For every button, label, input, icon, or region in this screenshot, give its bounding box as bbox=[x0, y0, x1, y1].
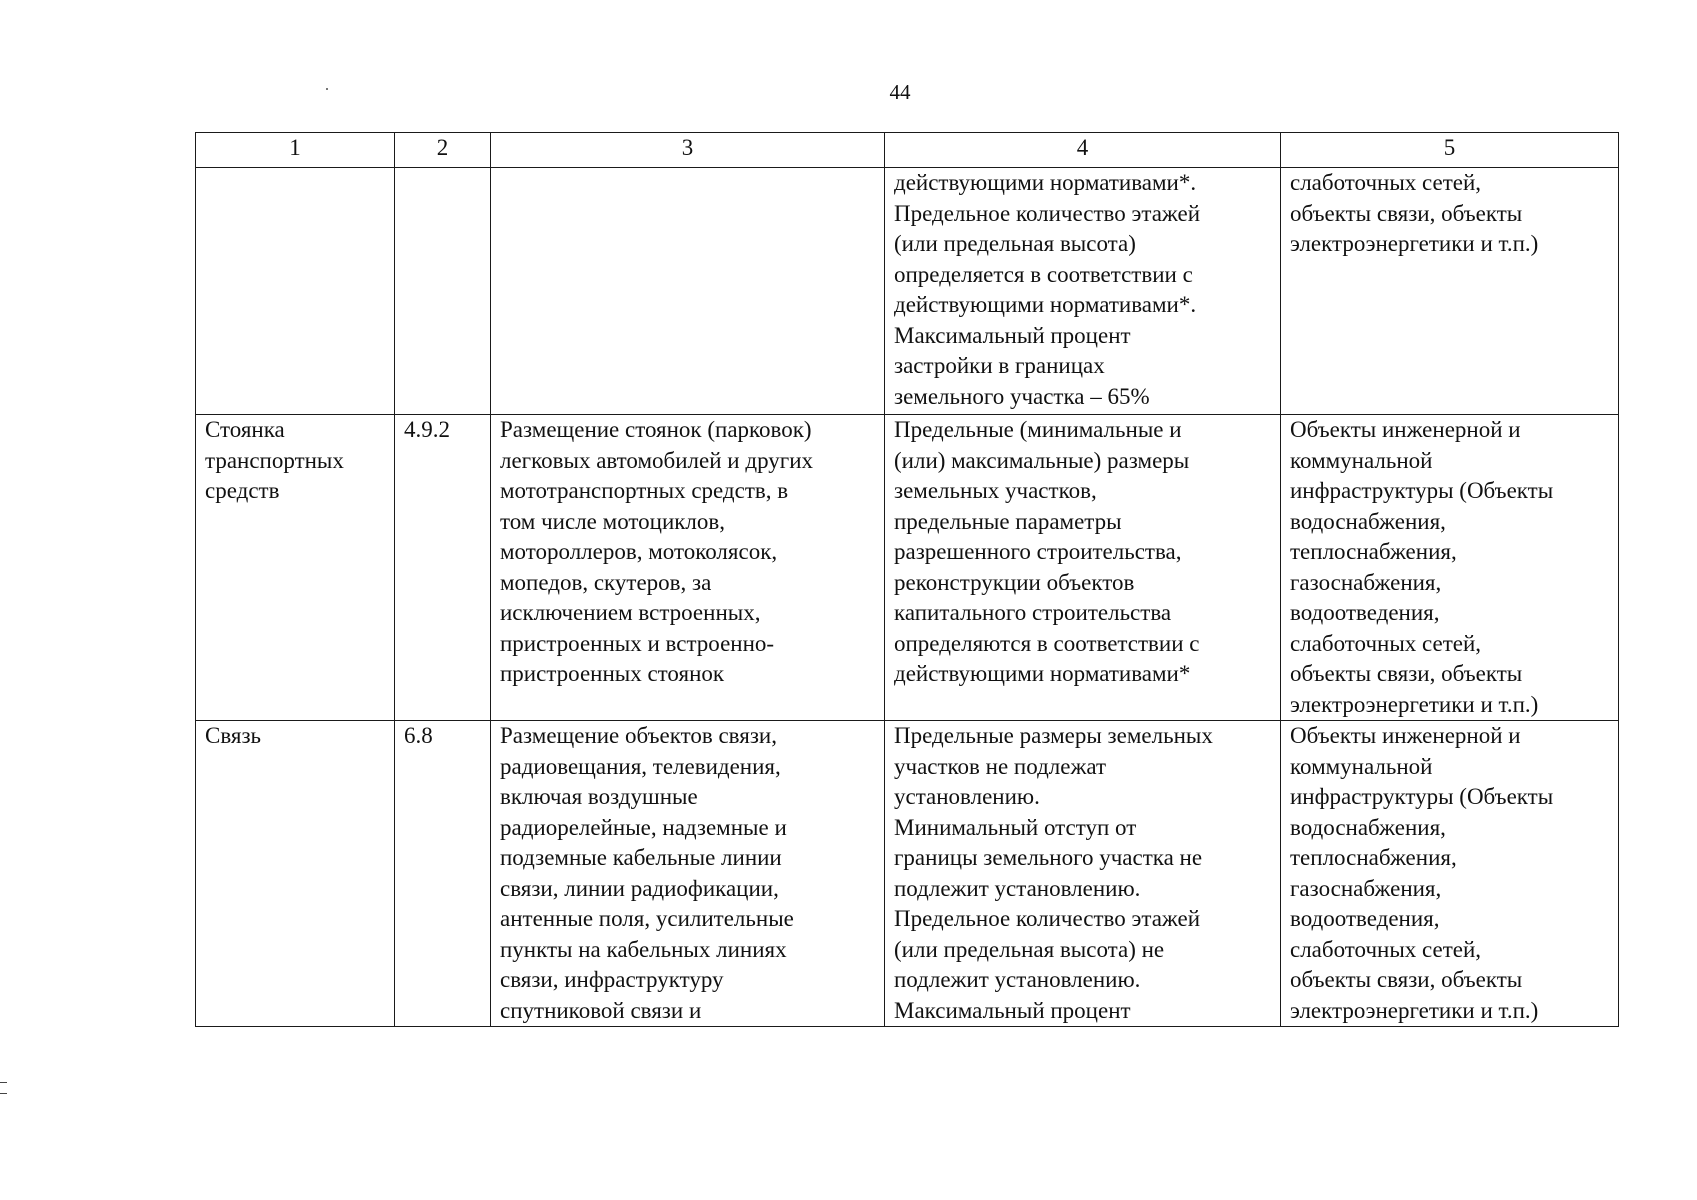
cell-text-line: слаботочных сетей, bbox=[1290, 630, 1482, 656]
cell-text-line: мотороллеров, мотоколясок, bbox=[500, 539, 778, 564]
cell-text-line: подлежит установлению. bbox=[894, 967, 1141, 992]
cell-text-line: электроэнергетики и т.п.) bbox=[1290, 691, 1539, 717]
cell-text-line: Объекты инженерной и bbox=[1290, 723, 1521, 748]
cell-text-line: установлению. bbox=[894, 784, 1040, 809]
cell-text-line: (или предельная высота) bbox=[894, 231, 1136, 256]
auxiliary-use-cell bbox=[1281, 721, 1619, 1027]
description-cell bbox=[491, 721, 885, 1027]
cell-text-line: (или предельная высота) не bbox=[894, 936, 1165, 962]
parameters-cell bbox=[885, 721, 1281, 1027]
cell-text-line: земельных участков, bbox=[894, 478, 1097, 503]
cell-text-line: Предельные (минимальные и bbox=[894, 417, 1182, 442]
cell-text-line: коммунальной bbox=[1290, 447, 1433, 473]
cell-text-line: инфраструктуры (Объекты bbox=[1290, 478, 1554, 503]
cell-text-line: теплоснабжения, bbox=[1290, 539, 1457, 564]
cell-text-line: подлежит установлению. bbox=[894, 875, 1141, 901]
cell-text-line: Предельные размеры земельных bbox=[894, 723, 1213, 748]
cell-text-line: слаботочных сетей, bbox=[1290, 936, 1482, 962]
cell-text-line: Максимальный процент bbox=[894, 997, 1131, 1023]
cell-text-line: определяются в соответствии с bbox=[894, 630, 1200, 656]
cell-text-line: слаботочных сетей, bbox=[1290, 170, 1482, 195]
cell-text-line: 4.9.2 bbox=[404, 417, 450, 442]
cell-text-line: исключением встроенных, bbox=[500, 600, 761, 625]
cell-text-line: объекты связи, объекты bbox=[1290, 200, 1523, 226]
cell-text-line: теплоснабжения, bbox=[1290, 845, 1457, 870]
cell-text-line: подземные кабельные линии bbox=[500, 845, 782, 870]
cell-text-line: радиорелейные, надземные и bbox=[500, 814, 787, 840]
cell-text-line: газоснабжения, bbox=[1290, 875, 1442, 901]
cell-text-line: (или) максимальные) размеры bbox=[894, 447, 1190, 473]
cell-text-line: Размещение объектов связи, bbox=[500, 723, 777, 748]
cell-text-line: мопедов, скутеров, за bbox=[500, 569, 712, 595]
cell-text-line: Стоянка bbox=[205, 417, 285, 442]
cell-text-line: определяется в соответствии с bbox=[894, 261, 1193, 287]
cell-text-line: 6.8 bbox=[404, 723, 433, 748]
auxiliary-use-cell bbox=[1281, 168, 1619, 415]
use-name-cell bbox=[196, 721, 395, 1027]
code-cell bbox=[395, 168, 491, 415]
cell-text-line: электроэнергетики и т.п.) bbox=[1290, 997, 1539, 1023]
cell-text-line: водоотведения, bbox=[1290, 906, 1440, 931]
header-col-5: 5 bbox=[1281, 133, 1619, 168]
cell-text-line: реконструкции объектов bbox=[894, 569, 1135, 595]
cell-text-line: границы земельного участка не bbox=[894, 845, 1203, 870]
cell-text-line: средств bbox=[205, 478, 280, 503]
header-col-4: 4 bbox=[885, 133, 1281, 168]
cell-text-line: разрешенного строительства, bbox=[894, 539, 1182, 564]
cell-text-line: действующими нормативами*. bbox=[894, 292, 1197, 317]
cell-text-line: водоотведения, bbox=[1290, 600, 1440, 625]
parameters-cell bbox=[885, 415, 1281, 721]
cell-text-line: действующими нормативами* bbox=[894, 661, 1191, 686]
use-name-cell bbox=[196, 168, 395, 415]
auxiliary-use-cell bbox=[1281, 415, 1619, 721]
table-row bbox=[196, 415, 1619, 721]
cell-text-line: объекты связи, объекты bbox=[1290, 661, 1523, 686]
cell-text-line: Связь bbox=[205, 723, 262, 748]
cell-text-line: Предельное количество этажей bbox=[894, 200, 1201, 226]
cell-text-line: пункты на кабельных линиях bbox=[500, 936, 787, 962]
scan-margin-mark bbox=[0, 1082, 7, 1094]
cell-text-line: газоснабжения, bbox=[1290, 569, 1442, 595]
header-col-3: 3 bbox=[491, 133, 885, 168]
cell-text-line: спутниковой связи и bbox=[500, 997, 702, 1023]
cell-text-line: транспортных bbox=[205, 447, 344, 473]
cell-text-line: земельного участка – 65% bbox=[894, 383, 1150, 409]
cell-text-line: Минимальный отступ от bbox=[894, 814, 1137, 840]
cell-text-line: радиовещания, телевидения, bbox=[500, 753, 781, 779]
cell-text-line: Размещение стоянок (парковок) bbox=[500, 417, 812, 442]
cell-text-line: пристроенных и встроенно- bbox=[500, 630, 775, 656]
cell-text-line: капитального строительства bbox=[894, 600, 1172, 625]
table-row bbox=[196, 168, 1619, 415]
page-number: 44 bbox=[889, 80, 911, 104]
table-header-row bbox=[196, 133, 1619, 168]
cell-text-line: электроэнергетики и т.п.) bbox=[1290, 231, 1539, 256]
code-cell bbox=[395, 721, 491, 1027]
header-col-1: 1 bbox=[196, 133, 395, 168]
cell-text-line: инфраструктуры (Объекты bbox=[1290, 784, 1554, 809]
description-cell bbox=[491, 415, 885, 721]
cell-text-line: том числе мотоциклов, bbox=[500, 508, 726, 534]
cell-text-line: объекты связи, объекты bbox=[1290, 967, 1523, 992]
parameters-cell bbox=[885, 168, 1281, 415]
cell-text-line: Максимальный процент bbox=[894, 322, 1131, 348]
cell-text-line: водоснабжения, bbox=[1290, 814, 1446, 840]
table-row bbox=[196, 721, 1619, 1027]
cell-text-line: антенные поля, усилительные bbox=[500, 906, 794, 931]
cell-text-line: предельные параметры bbox=[894, 508, 1122, 534]
cell-text-line: связи, инфраструктуру bbox=[500, 967, 724, 992]
use-name-cell bbox=[196, 415, 395, 721]
scan-speck bbox=[326, 88, 328, 90]
cell-text-line: включая воздушные bbox=[500, 784, 698, 809]
cell-text-line: связи, линии радиофикации, bbox=[500, 875, 779, 901]
cell-text-line: Объекты инженерной и bbox=[1290, 417, 1521, 442]
cell-text-line: мототранспортных средств, в bbox=[500, 478, 789, 503]
cell-text-line: участков не подлежат bbox=[894, 753, 1107, 779]
cell-text-line: коммунальной bbox=[1290, 753, 1433, 779]
code-cell bbox=[395, 415, 491, 721]
cell-text-line: пристроенных стоянок bbox=[500, 661, 725, 686]
description-cell bbox=[491, 168, 885, 415]
cell-text-line: легковых автомобилей и других bbox=[500, 447, 814, 473]
header-col-2: 2 bbox=[395, 133, 491, 168]
cell-text-line: водоснабжения, bbox=[1290, 508, 1446, 534]
cell-text-line: Предельное количество этажей bbox=[894, 906, 1201, 931]
cell-text-line: застройки в границах bbox=[894, 353, 1105, 378]
zoning-table bbox=[195, 132, 1619, 1027]
cell-text-line: действующими нормативами*. bbox=[894, 170, 1197, 195]
